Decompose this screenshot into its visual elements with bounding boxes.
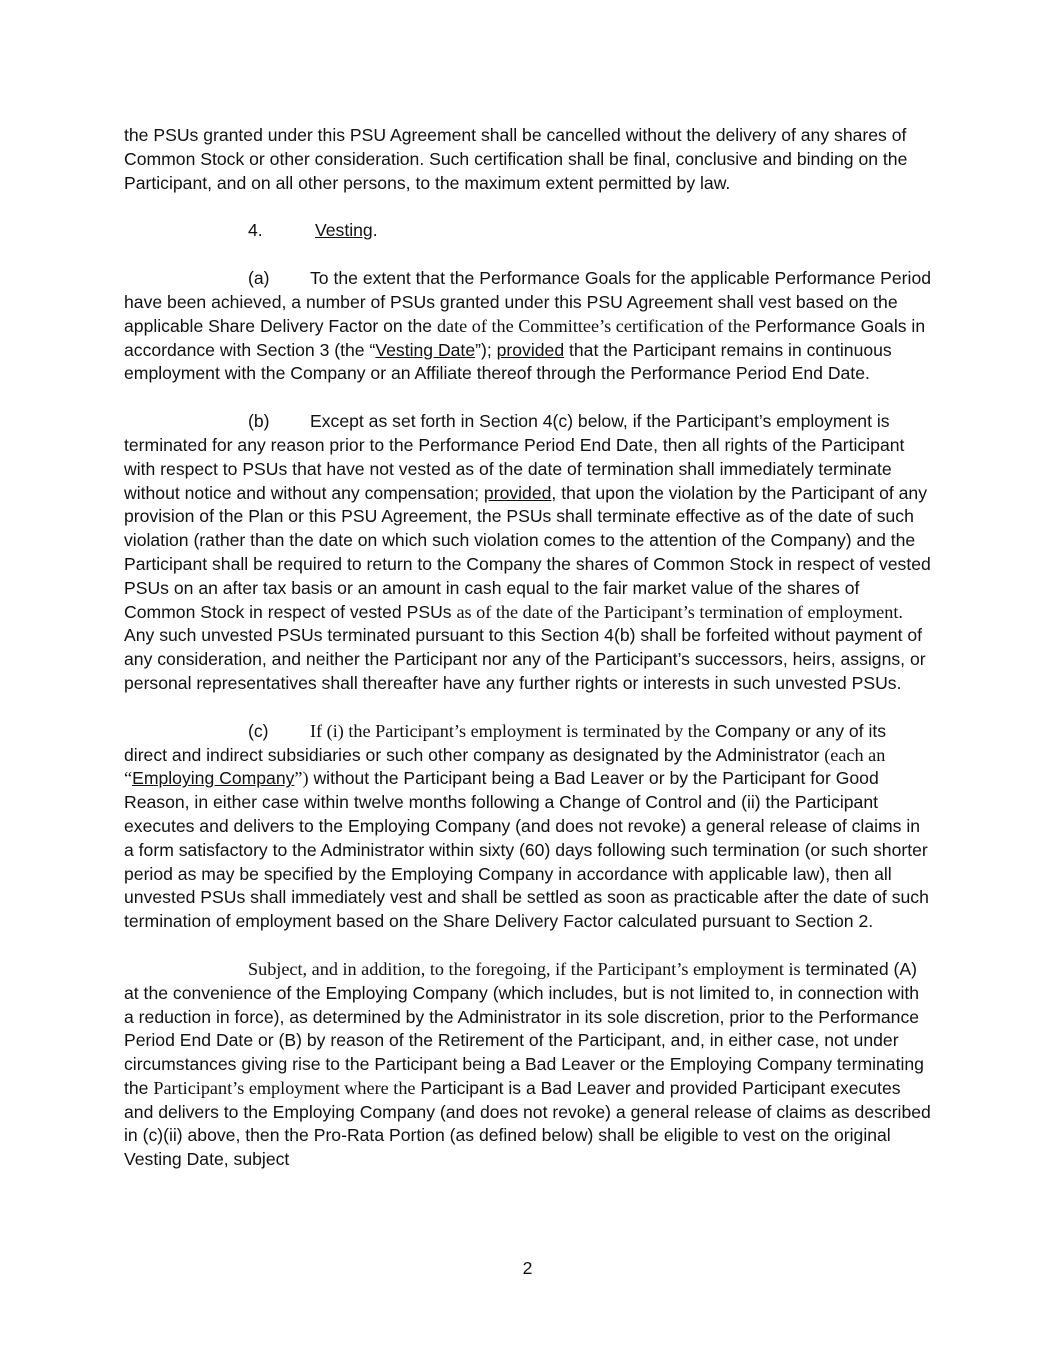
- paragraph-4c-text-1: Company or any of its direct and indirect subsidiaries or such other company as designated by the Administrator: [124, 720, 887, 765]
- section-title: Vesting: [315, 220, 373, 241]
- paragraph-4a-text-4: that the Participant remains in continuous employment with the Company or an Affiliate thereof through the Performance Period End Date.: [124, 339, 892, 384]
- paragraph-4b-text-3: Any such unvested PSUs terminated pursuant to this Section 4(b) shall be forfeited without payment of any consideration, and neither the Participant nor any of the Participant’s successors, heirs, assigns, or personal representatives shall thereafter have any further rights or interests in such unvested PSUs.: [124, 625, 926, 693]
- section-heading-vesting: [124, 219, 932, 243]
- paragraph-4a-text-3: ”);: [475, 339, 497, 360]
- paragraph-4c-serif-3: ”): [294, 768, 309, 789]
- paragraph-label-a: (a): [248, 268, 270, 289]
- paragraph-label-b: (b): [248, 411, 270, 432]
- paragraph-4a-text-1: To the extent that the Performance Goals for the applicable Performance Period have been achieved, a number of PSUs granted under this PSU Agreement shall vest based on the applicable Share Delivery Factor on the: [124, 268, 932, 336]
- defined-term-vesting-date: Vesting Date: [375, 339, 476, 360]
- section-title-period: .: [372, 220, 378, 241]
- paragraph-4c: [124, 720, 932, 934]
- paragraph-4a: [124, 267, 932, 386]
- defined-term-employing-company: Employing Company: [132, 768, 295, 789]
- paragraph-4c-text-2: without the Participant being a Bad Leaver or by the Participant for Good Reason, in either case within twelve months following a Change of Control and (ii) the Participant executes and delivers to the Employing Company (and does not revoke) a general release of claims in a form satisfactory to the Administrator within sixty (60) days following such termination (or such shorter period as may be specified by the Employing Company in accordance with applicable law), then all unvested PSUs shall immediately vest and shall be settled as soon as practicable after the date of such termination of employment based on the Share Delivery Factor calculated pursuant to Section 2.: [124, 768, 929, 932]
- paragraph-4b: [124, 410, 932, 696]
- paragraph-4b-serif-1: as of the date of the Participant’s termination of employment.: [456, 601, 903, 622]
- paragraph-4b-text-2: , that upon the violation by the Participant of any provision of the Plan or this PSU Agreement, the PSUs shall terminate effective as of the date of such violation (rather than the date on which such violation comes to the attention of the Company) and the Participant shall be required to return to the Company the shares of Common Stock in respect of vested PSUs on an after tax basis or an amount in cash equal to the fair market value of the shares of Common Stock in respect of vested PSUs: [124, 482, 931, 622]
- paragraph-4a-text-2: Performance Goals in accordance with Section 3 (the “: [124, 315, 926, 360]
- continuation-paragraph: the PSUs granted under this PSU Agreement shall be cancelled without the delivery of any shares of Common Stock or other consideration. Such certification shall be final, conclusive and binding on the Participant, and on all other persons, to the maximum extent permitted by law.: [124, 125, 908, 193]
- paragraph-label-c: (c): [248, 720, 269, 741]
- page-body: [124, 124, 932, 1196]
- paragraph-4c-serif-2: (each an “: [124, 744, 886, 789]
- paragraph-subject-text-1: terminated (A) at the convenience of the Employing Company (which includes, but is not limited to, in connection with a reduction in force), as determined by the Administrator in its sole discretion, prior to the Performance Period End Date or (B) by reason of the Retirement of the Participant, and, in either case, not under circumstances giving rise to the Participant being a Bad Leaver or the Employing Company terminating the: [124, 958, 924, 1098]
- paragraph-subject-serif-1: Subject, and in addition, to the foregoing, if the Participant’s employment is: [248, 958, 801, 979]
- paragraph-subject: [124, 958, 932, 1172]
- page-number: 2: [522, 1258, 533, 1278]
- paragraph-4b-text-1: Except as set forth in Section 4(c) below, if the Participant’s employment is terminated for any reason prior to the Performance Period End Date, then all rights of the Participant with respect to PSUs that have not vested as of the date of termination shall immediately terminate without notice and without any compensation;: [124, 411, 905, 503]
- provided-term: provided: [483, 482, 552, 503]
- paragraph-subject-serif-2: Participant’s employment where the: [153, 1077, 416, 1098]
- paragraph-subject-text-2: Participant is a Bad Leaver and provided Participant executes and delivers to the Employing Company (and does not revoke) a general release of claims as described in (c)(ii) above, then the Pro-Rata Portion (as defined below) shall be eligible to vest on the original Vesting Date, subject: [124, 1077, 931, 1170]
- provided-term: provided: [496, 339, 565, 360]
- section-number: 4.: [248, 220, 263, 241]
- paragraph-4a-serif-1: date of the Committee’s certification of the: [436, 315, 751, 336]
- paragraph-4c-serif-1: If (i) the Participant’s employment is terminated by the: [310, 720, 711, 741]
